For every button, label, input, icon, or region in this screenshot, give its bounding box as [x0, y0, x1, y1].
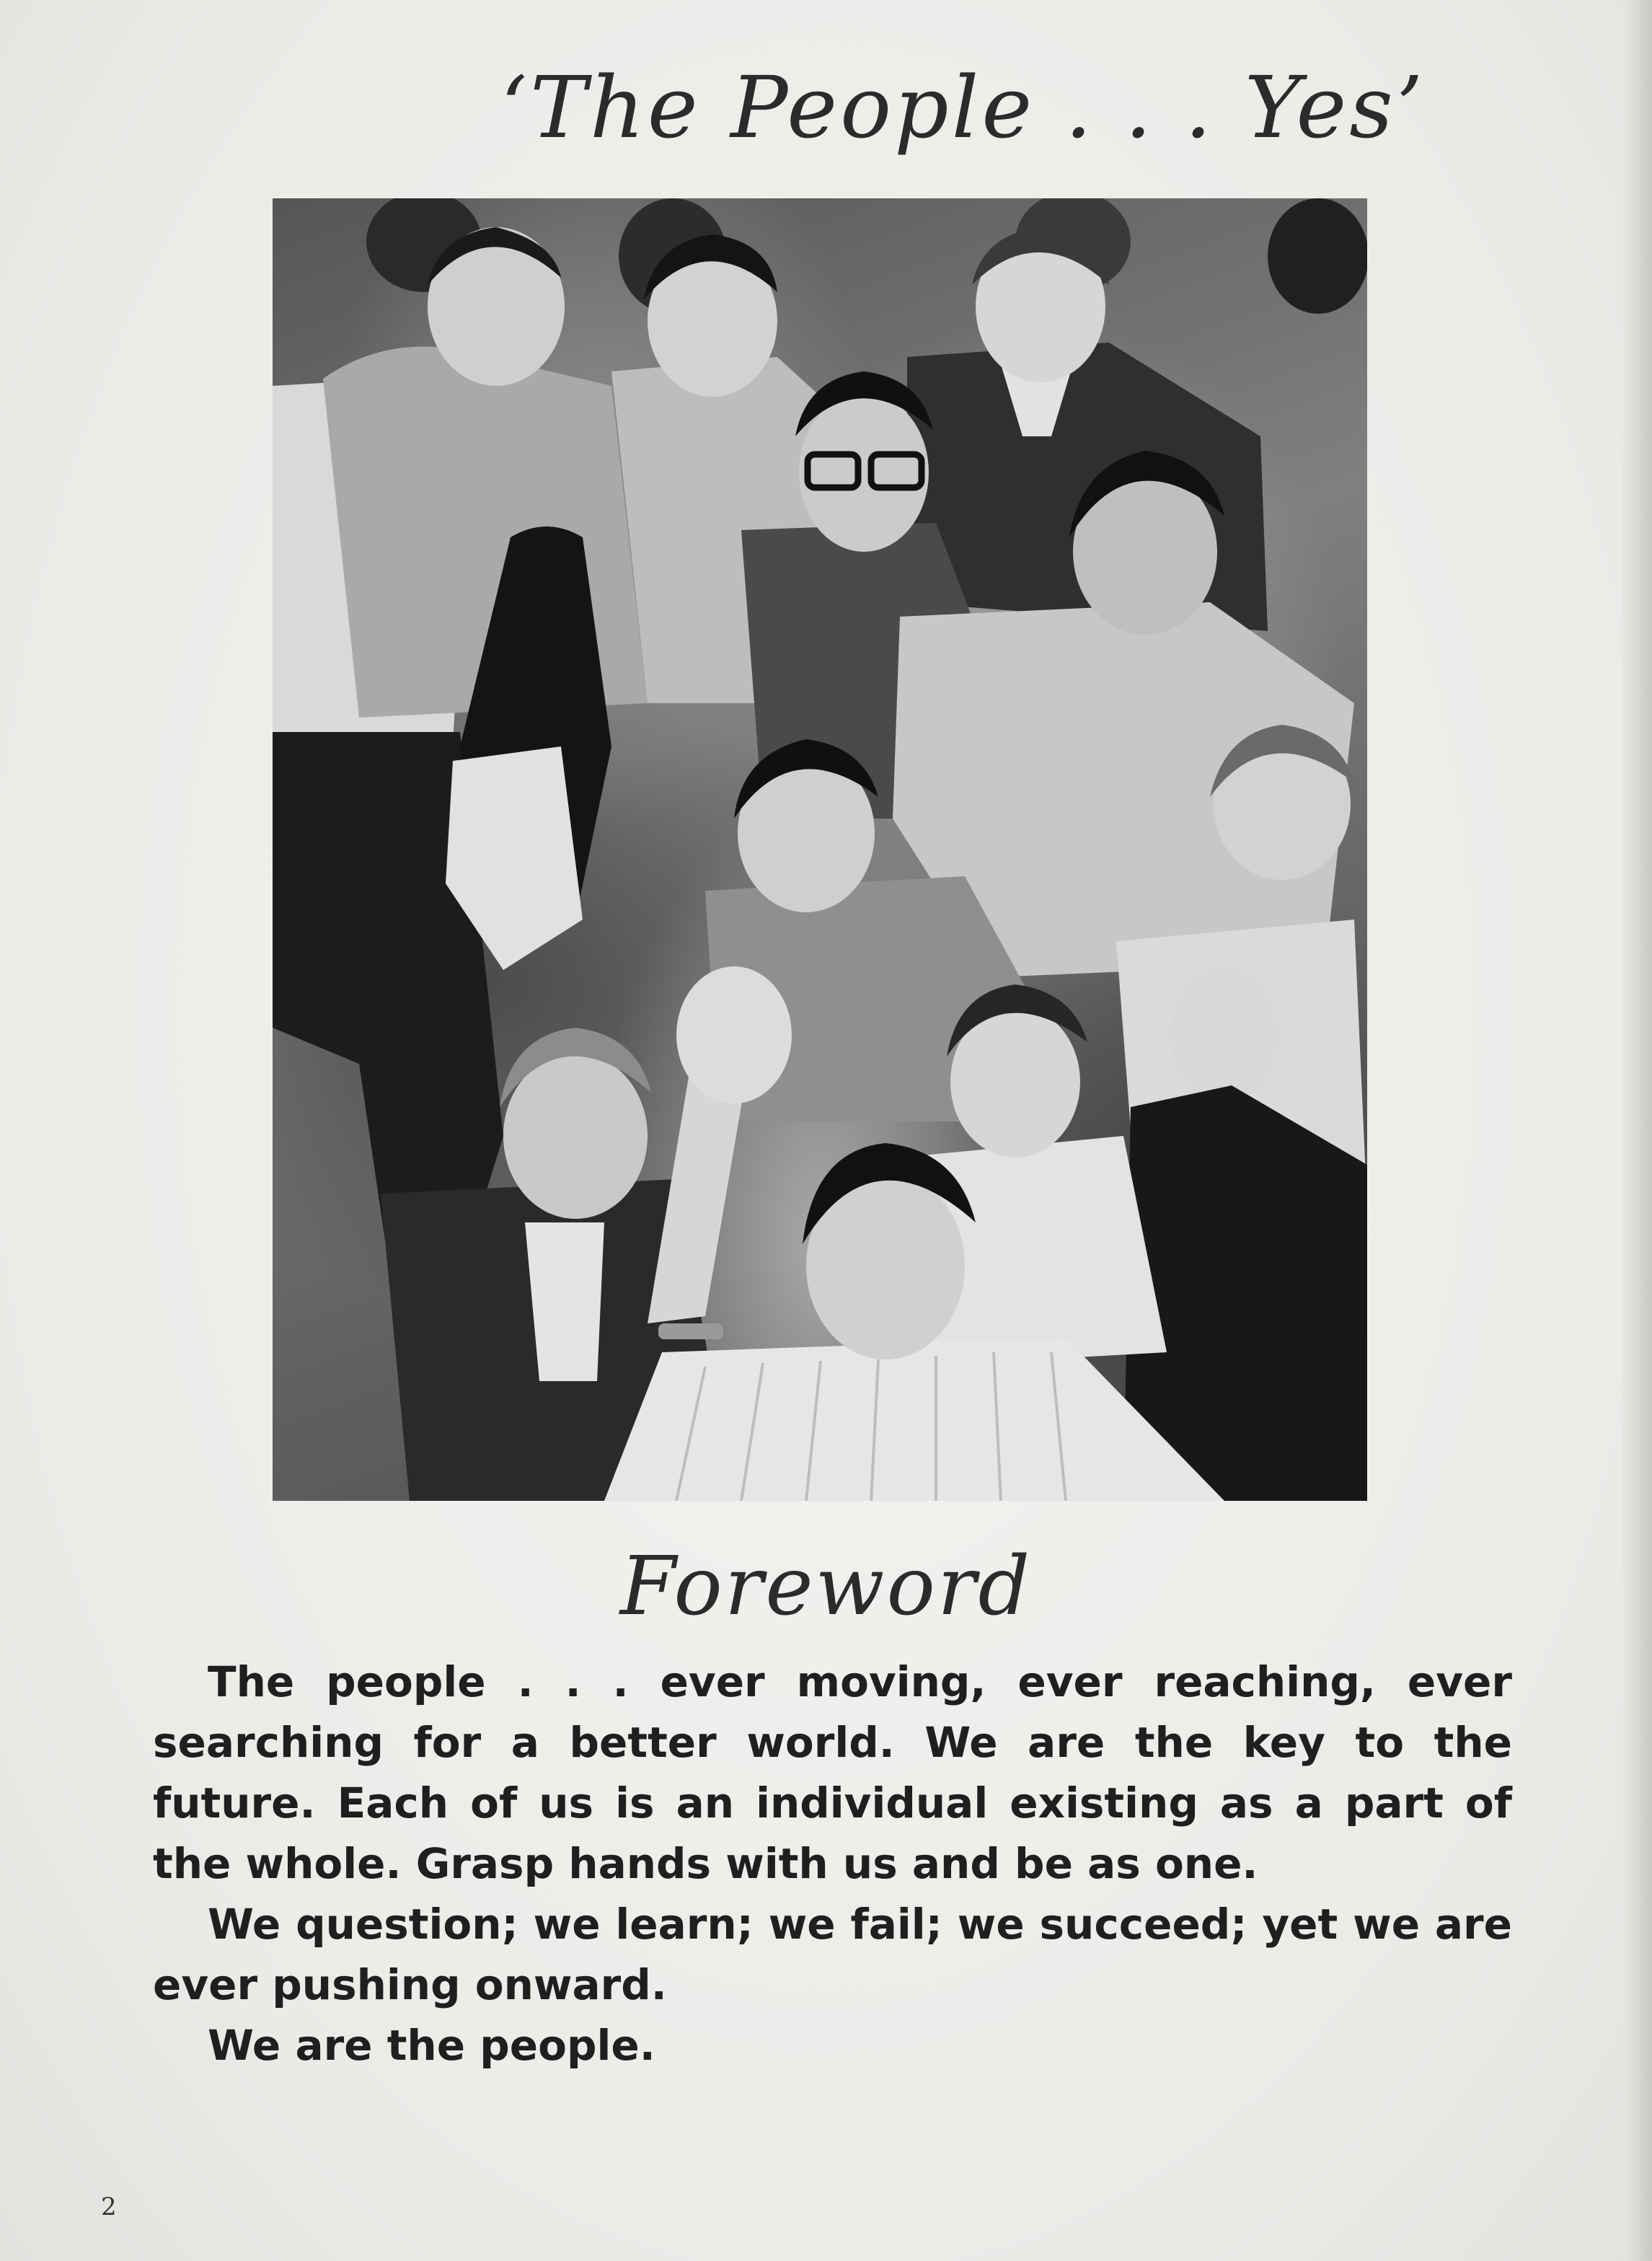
page-number: 2 [101, 2192, 117, 2221]
foreword-heading: Foreword [619, 1540, 1033, 1634]
foreword-paragraph-2: We question; we learn; we fail; we succeed; yet we are ever pushing onward. [153, 1900, 1512, 2009]
crowd-photo [273, 198, 1367, 1501]
crowd-photo-illustration [273, 198, 1367, 1501]
page-title: ‘The People . . . Yes’ [500, 58, 1426, 157]
foreword-paragraph-3: We are the people. [208, 2021, 655, 2070]
foreword-text [153, 1652, 1512, 2076]
foreword-paragraph-1: The people . . . ever moving, ever reaching, ever searching for a better world. We are the key to the future. Each of us is an individual existing as a part of the whole. Grasp hands with us and be as one. [153, 1657, 1512, 1888]
page-edge [1623, 0, 1652, 2261]
